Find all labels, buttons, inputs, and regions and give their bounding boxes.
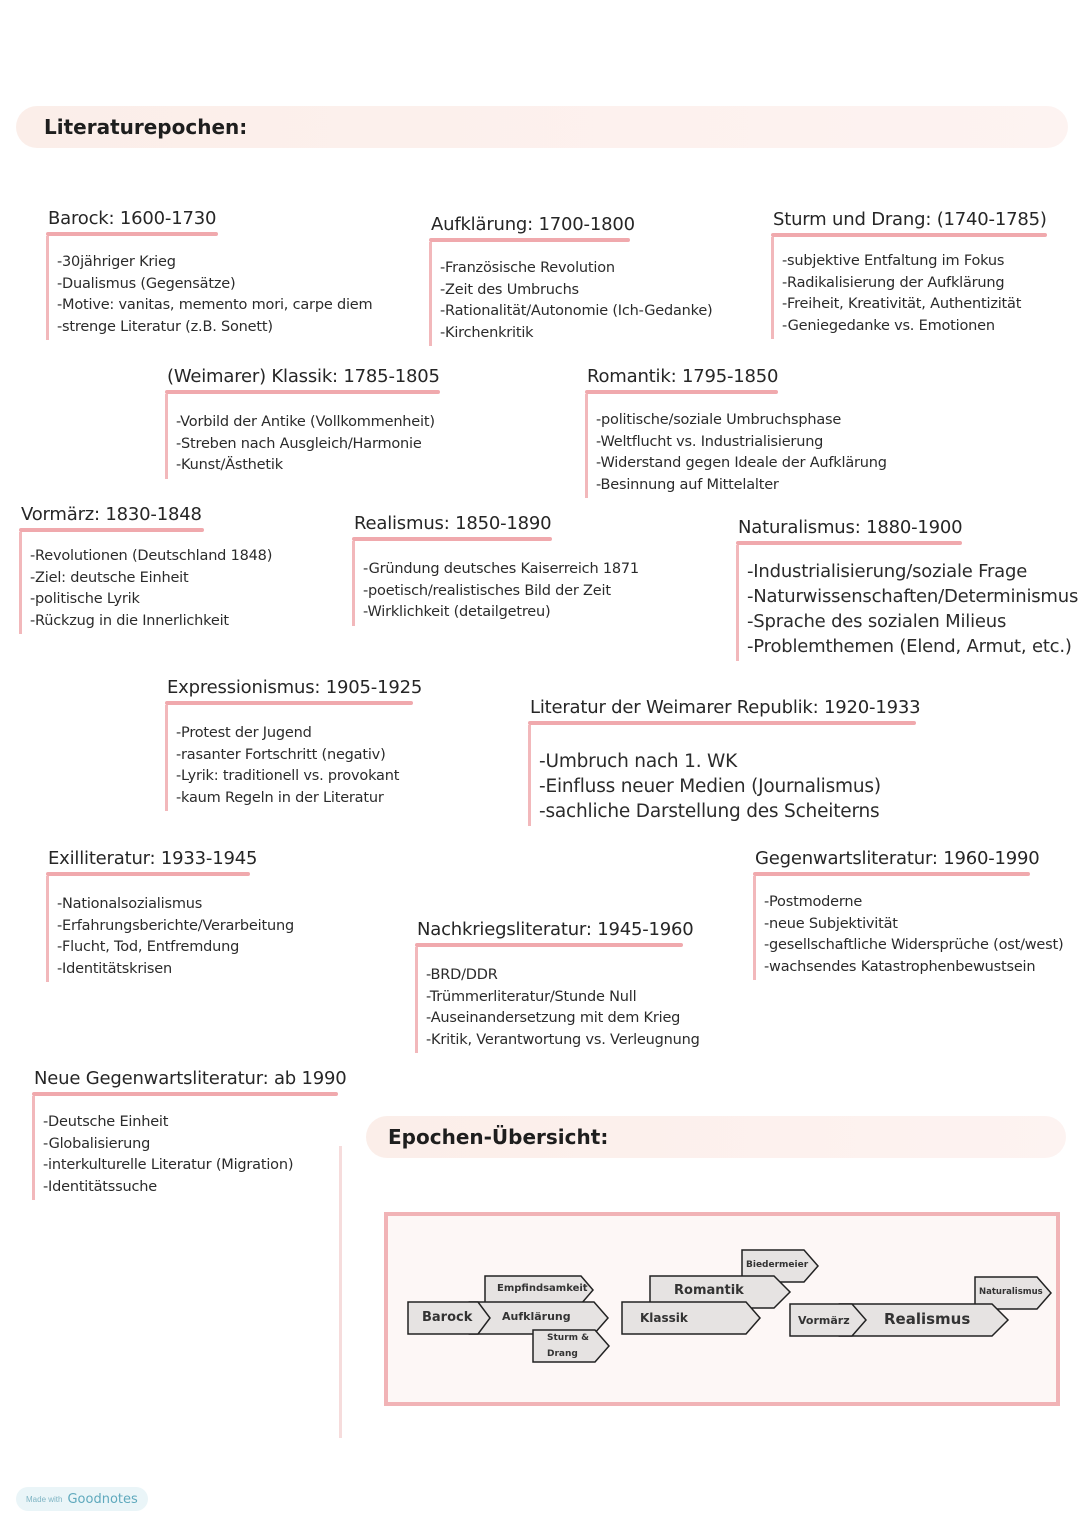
- list-item: -kaum Regeln in der Literatur: [176, 789, 384, 806]
- list-item: -Industrialisierung/soziale Frage: [747, 561, 1028, 582]
- list-item: -Revolutionen (Deutschland 1848): [30, 548, 273, 564]
- epoch-gegenwartsliteratur: [753, 848, 1063, 980]
- list-item: -sachliche Darstellung des Scheiterns: [539, 801, 880, 822]
- list-item: -Rückzug in die Innerlichkeit: [30, 612, 229, 629]
- epoch-title: Aufklärung: 1700-1800: [431, 214, 635, 235]
- list-item: -Französische Revolution: [440, 260, 615, 276]
- list-item: -Kirchenkritik: [440, 324, 534, 341]
- epoch-title: Vormärz: 1830-1848: [21, 504, 202, 525]
- epoch-title: Exilliteratur: 1933-1945: [48, 848, 258, 869]
- list-item: -Trümmerliteratur/Stunde Null: [426, 988, 637, 1005]
- list-item: -interkulturelle Literatur (Migration): [43, 1157, 294, 1173]
- epoch-title: Romantik: 1795-1850: [587, 366, 779, 387]
- epoch-list: [46, 236, 372, 340]
- epoch-aufklaerung: [429, 214, 713, 346]
- epoch-vormaerz: [19, 504, 272, 634]
- list-item: -Auseinandersetzung mit dem Krieg: [426, 1010, 681, 1026]
- list-item: -BRD/DDR: [426, 967, 498, 983]
- epoch-exilliteratur: [46, 848, 294, 982]
- list-item: -strenge Literatur (z.B. Sonett): [57, 318, 273, 335]
- list-item: -Motive: vanitas, memento mori, carpe diem: [57, 297, 373, 313]
- epoch-weimarer-republik: [528, 697, 924, 826]
- list-item: -Protest der Jugend: [176, 725, 312, 741]
- epoch-list: [165, 705, 426, 811]
- epoch-realismus: [352, 513, 639, 626]
- epoch-title: (Weimarer) Klassik: 1785-1805: [167, 366, 440, 387]
- epoch-list: [352, 541, 639, 626]
- epoch-barock: [46, 208, 372, 340]
- list-item: -Erfahrungsberichte/Verarbeitung: [57, 917, 294, 934]
- list-item: -30jähriger Krieg: [57, 254, 176, 270]
- list-item: -Weltflucht vs. Industrialisierung: [596, 433, 824, 450]
- list-item: -politische/soziale Umbruchsphase: [596, 412, 842, 428]
- list-item: -politische Lyrik: [30, 591, 140, 607]
- epoch-list: [528, 725, 924, 826]
- faint-divider: [339, 1146, 342, 1438]
- epoch-romantik: [585, 366, 887, 498]
- epoch-list: [736, 545, 1078, 661]
- list-item: -Wirklichkeit (detailgetreu): [363, 604, 551, 620]
- list-item: -gesellschaftliche Widersprüche (ost/west): [764, 937, 1064, 953]
- list-item: -Umbruch nach 1. WK: [539, 751, 738, 772]
- epoch-naturalismus: [736, 517, 1078, 661]
- epoch-overview-diagram: Empfindsamkeit Aufklärung Sturm & Drang Barock Biedermeier Romantik Klassik Naturalismus Realismus Vormärz: [384, 1212, 1060, 1406]
- epoch-title: Literatur der Weimarer Republik: 1920-1933: [530, 697, 921, 718]
- epoch-title: Sturm und Drang: (1740-1785): [773, 209, 1047, 230]
- epoch-title: Nachkriegsliteratur: 1945-1960: [417, 919, 694, 940]
- epoch-title: Naturalismus: 1880-1900: [738, 517, 963, 538]
- epoch-title: Expressionismus: 1905-1925: [167, 677, 423, 698]
- epoch-title: Gegenwartsliteratur: 1960-1990: [755, 848, 1040, 869]
- list-item: -Identitätskrisen: [57, 960, 173, 977]
- list-item: -Problemthemen (Elend, Armut, etc.): [747, 636, 1072, 657]
- list-item: -Identitätssuche: [43, 1178, 157, 1195]
- epoch-klassik: [165, 366, 444, 479]
- list-item: -Globalisierung: [43, 1135, 151, 1152]
- epoch-title: Neue Gegenwartsliteratur: ab 1990: [34, 1068, 347, 1089]
- list-item: -Einfluss neuer Medien (Journalismus): [539, 776, 881, 797]
- list-item: -Flucht, Tod, Entfremdung: [57, 939, 240, 955]
- list-item: -Streben nach Ausgleich/Harmonie: [176, 435, 422, 452]
- list-item: -Vorbild der Antike (Vollkommenheit): [176, 414, 435, 430]
- list-item: -Kritik, Verantwortung vs. Verleugnung: [426, 1031, 700, 1048]
- list-item: -neue Subjektivität: [764, 915, 898, 932]
- list-item: -Postmoderne: [764, 894, 863, 910]
- list-item: -Deutsche Einheit: [43, 1114, 169, 1130]
- list-item: -Lyrik: traditionell vs. provokant: [176, 768, 400, 784]
- epoch-list: [415, 947, 700, 1053]
- list-item: -Kunst/Ästhetik: [176, 457, 283, 473]
- list-item: -Widerstand gegen Ideale der Aufklärung: [596, 455, 887, 471]
- overview-title: Epochen-Übersicht:: [388, 1125, 609, 1149]
- epoch-list: [429, 242, 713, 346]
- list-item: -Zeit des Umbruchs: [440, 281, 579, 298]
- epoch-list: [585, 394, 887, 498]
- epoch-title: Barock: 1600-1730: [48, 208, 217, 229]
- epoch-list: [32, 1096, 351, 1200]
- epoch-sturm-und-drang: [771, 209, 1051, 339]
- epoch-list: [771, 237, 1051, 339]
- goodnotes-badge: [16, 1487, 148, 1511]
- list-item: -Gründung deutsches Kaiserreich 1871: [363, 561, 639, 577]
- epoch-title: Realismus: 1850-1890: [354, 513, 552, 534]
- list-item: -Rationalität/Autonomie (Ich-Gedanke): [440, 303, 713, 319]
- list-item: -Geniegedanke vs. Emotionen: [782, 317, 995, 334]
- list-item: -subjektive Entfaltung im Fokus: [782, 253, 1005, 269]
- epoch-neue-gegenwartsliteratur: [32, 1068, 351, 1200]
- epoch-nachkriegsliteratur: [415, 919, 700, 1053]
- epoch-list: [753, 876, 1063, 980]
- list-item: -rasanter Fortschritt (negativ): [176, 746, 386, 763]
- made-with-label: Made with: [26, 1494, 63, 1504]
- list-item: -wachsendes Katastrophenbewustsein: [764, 958, 1036, 975]
- list-item: -Ziel: deutsche Einheit: [30, 569, 189, 586]
- epoch-expressionismus: [165, 677, 426, 811]
- page-title: Literaturepochen:: [44, 115, 248, 139]
- list-item: -Naturwissenschaften/Determinismus: [747, 586, 1079, 607]
- epoch-list: [165, 394, 444, 479]
- list-item: -Nationalsozialismus: [57, 896, 203, 912]
- list-item: -Radikalisierung der Aufklärung: [782, 274, 1005, 291]
- list-item: -Freiheit, Kreativität, Authentizität: [782, 296, 1022, 312]
- list-item: -poetisch/realistisches Bild der Zeit: [363, 582, 611, 599]
- brand-label: Goodnotes: [67, 1491, 138, 1507]
- list-item: -Dualismus (Gegensätze): [57, 275, 236, 292]
- list-item: -Besinnung auf Mittelalter: [596, 476, 779, 493]
- list-item: -Sprache des sozialen Milieus: [747, 611, 1007, 632]
- epoch-list: [19, 532, 272, 634]
- epoch-list: [46, 876, 294, 982]
